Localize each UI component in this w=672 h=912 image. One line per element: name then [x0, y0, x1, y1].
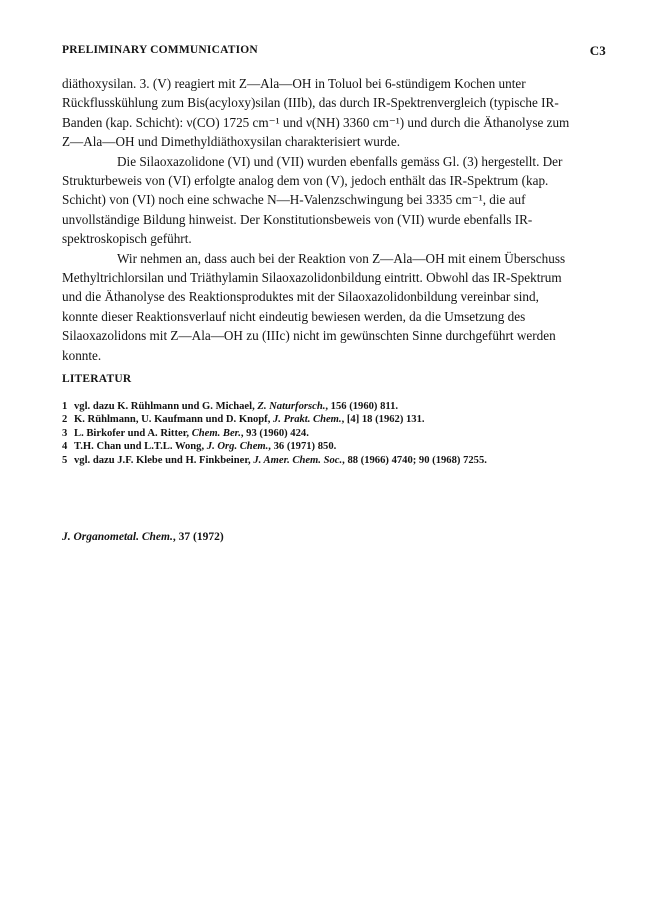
reference-journal: J. Amer. Chem. Soc.	[253, 454, 343, 466]
reference-number: 3	[62, 427, 68, 439]
reference-item	[62, 427, 602, 440]
reference-text: T.H. Chan und L.T.L. Wong, J. Org. Chem., 36 (1971) 850.	[74, 441, 337, 453]
reference-number: 4	[62, 441, 68, 453]
literature-heading: LITERATUR	[62, 373, 132, 385]
reference-item	[62, 440, 602, 453]
reference-journal: J. Org. Chem.	[206, 441, 269, 453]
paragraph-1: diäthoxysilan. 3. (V) reagiert mit Z—Ala—OH in Toluol bei 6-stündigem Kochen unter Rückflusskühlung zum Bis(acyloxy)silan (IIIb), das durch IR-Spektrenvergleich (typische IR-Banden (kap. Schicht): ν(CO) 1725 cm⁻¹ und ν(NH) 3360 cm⁻¹) und durch die Äthanolyse zum Z—Ala—OH und Dimethyldiäthoxysilan charakterisiert wurde.	[62, 76, 570, 150]
footer-journal-name: J. Organometal. Chem.	[62, 531, 173, 543]
reference-journal: Z. Naturforsch.	[257, 401, 326, 412]
reference-item	[62, 400, 602, 413]
paragraph-3: Wir nehmen an, dass auch bei der Reaktion von Z—Ala—OH mit einem Überschuss Methyltrichlorsilan und Triäthylamin Silaoxazolidonbildung eintritt. Obwohl das IR-Spektrum und die Äthanolyse des Reaktionsproduktes mit der Silaoxazolidonbildung vereinbar sind, konnte dieser Reaktionsverlauf nicht eindeutig bewiesen werden, da die Umsetzung des Silaoxazolidons mit Z—Ala—OH zu (IIIc) nicht im gewünschten Sinne durchgeführt werden konnte.	[62, 250, 566, 363]
footer-volume: , 37 (1972)	[172, 531, 224, 543]
reference-journal: J. Prakt. Chem.	[273, 414, 342, 426]
reference-text: vgl. dazu J.F. Klebe und H. Finkbeiner, J. Amer. Chem. Soc., 88 (1966) 4740; 90 (1968) 7255.	[74, 454, 487, 466]
reference-text: vgl. dazu K. Rühlmann und G. Michael, Z. Naturforsch., 156 (1960) 811.	[74, 401, 399, 412]
reference-number: 1	[62, 401, 68, 412]
running-header	[62, 44, 606, 62]
reference-item	[62, 454, 602, 467]
reference-list	[62, 400, 602, 467]
paragraph-2: Die Silaoxazolidone (VI) und (VII) wurden ebenfalls gemäss Gl. (3) hergestellt. Der Strukturbeweis von (VI) erfolgte analog dem von (V), jedoch enthält das IR-Spektrum (kap. Schicht) von (VI) noch eine schwache N—H-Valenzschwingung bei 3335 cm⁻¹, die auf unvollständige Bildung hinweist. Der Konstitutionsbeweis von (VII) wurde ebenfalls IR-spektroskopisch geführt.	[62, 153, 563, 247]
reference-journal: Chem. Ber.	[191, 427, 241, 439]
body-text	[62, 74, 572, 365]
page-number: C3	[589, 43, 606, 58]
reference-number: 5	[62, 454, 68, 466]
reference-text: L. Birkofer und A. Ritter, Chem. Ber., 93 (1960) 424.	[74, 427, 309, 439]
reference-item	[62, 413, 602, 426]
journal-footer	[62, 531, 224, 543]
reference-number: 2	[62, 414, 68, 426]
running-header-title: PRELIMINARY COMMUNICATION	[62, 44, 258, 56]
reference-text: K. Rühlmann, U. Kaufmann und D. Knopf, J. Prakt. Chem., [4] 18 (1962) 131.	[74, 414, 425, 426]
